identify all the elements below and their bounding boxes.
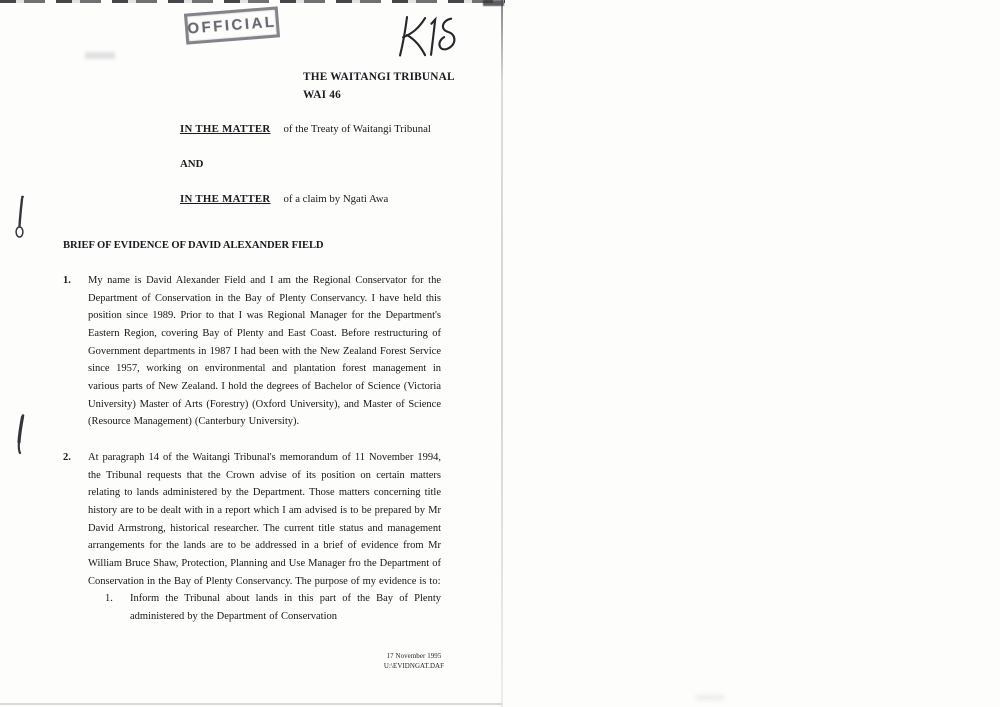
scan-smudge: [696, 695, 724, 700]
matter-label: IN THE MATTER: [180, 193, 271, 205]
matter-label: IN THE MATTER: [180, 123, 271, 135]
claim-number: WAI 46: [303, 89, 341, 101]
in-the-matter-second: [180, 193, 388, 205]
official-stamp: [184, 6, 280, 44]
tribunal-name: THE WAITANGI TRIBUNAL: [303, 71, 455, 83]
official-stamp-text: OFFICIAL: [186, 13, 278, 38]
document-footer: [356, 652, 472, 672]
scan-artifact-top-edge: [0, 0, 505, 3]
paragraph-1: [63, 272, 441, 431]
handwritten-k18-strokes: [395, 9, 459, 60]
paragraph-1-number: 1.: [63, 275, 71, 286]
paragraph-1-text: My name is David Alexander Field and I am the Regional Conservator for the Department of Conservation in the Bay of Plenty Conservancy. I have held this position since 1989. Prior to that I was Regional Manager for the Department's Eastern Region, covering Bay of Plenty and East Coast. Before restructuring of Government departments in 1987 I had been with the New Zealand Forest Service since 1957, working on environmental and plantation forest management in various parts of New Zealand. I hold the degrees of Bachelor of Science (Victoria University) Master of Arts (Forestry) (Oxford University), and Master of Science (Resource Management) (Canterbury University).: [88, 275, 441, 428]
paragraph-2: [63, 449, 441, 626]
subitem-number: 1.: [105, 593, 113, 605]
scan-smudge: [85, 52, 115, 59]
binding-mark-top: [13, 194, 29, 247]
binding-mark-bottom: [13, 412, 29, 465]
footer-file-reference: U:\EVIDNGAT.DAF: [383, 663, 445, 670]
handwritten-annotation: [395, 9, 459, 60]
paragraph-2-subitem-1: [105, 590, 441, 625]
page-edge-line: [501, 0, 503, 707]
in-the-matter-first: [180, 123, 431, 135]
paragraph-2-number: 2.: [63, 452, 71, 463]
matter-text: of a claim by Ngati Awa: [283, 193, 389, 205]
matter-text: of the Treaty of Waitangi Tribunal: [283, 123, 431, 135]
scan-artifact-bottom-edge: [0, 703, 502, 705]
paragraph-2-text: At paragraph 14 of the Waitangi Tribunal's memorandum of 11 November 1994, the Tribunal requests that the Crown advise of its position on certain matters relating to lands administered by the Department. Those matters concerning title history are to be dealt with in a report which I am advised is to be prepared by Mr David Armstrong, historical researcher. The current title status and management arrangements for the lands are to be addressed in a brief of evidence from Mr William Bruce Shaw, Protection, Planning and Use Manager fro the Department of Conservation in the Bay of Plenty Conservancy. The purpose of my evidence is to:: [88, 452, 441, 587]
document-title: BRIEF OF EVIDENCE OF DAVID ALEXANDER FIELD: [63, 240, 324, 251]
court-header: [303, 68, 455, 104]
footer-date: 17 November 1995: [386, 653, 442, 660]
subitem-text: Inform the Tribunal about lands in this part of the Bay of Plenty administered by the Department of Conservation: [130, 593, 441, 622]
conjunction-and: AND: [180, 158, 204, 170]
